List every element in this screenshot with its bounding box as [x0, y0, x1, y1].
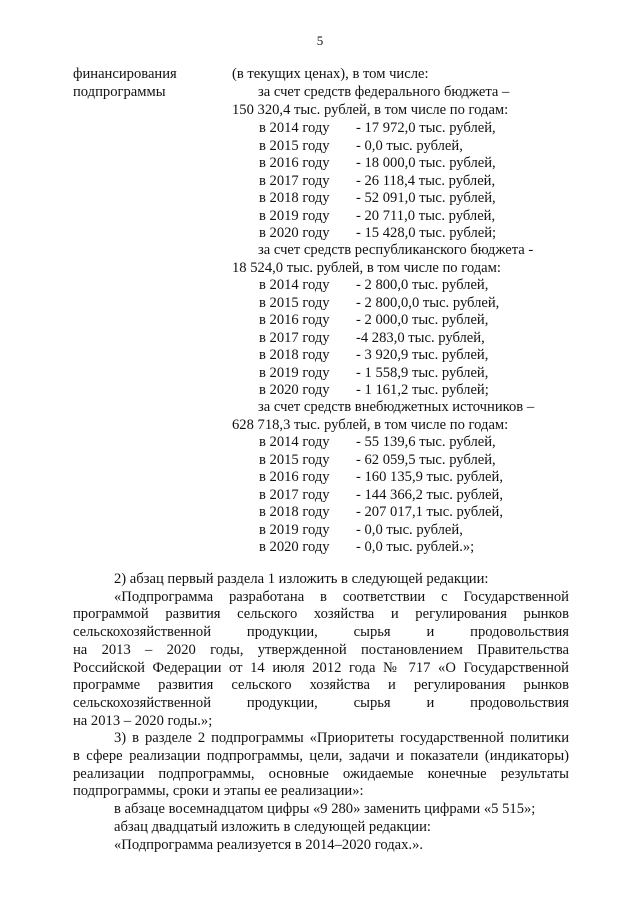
republic-total: 18 524,0 тыс. рублей, в том числе по годам:: [232, 260, 501, 276]
p3-line: в сфере реализации подпрограммы, цели, задачи и показатели (индикаторы): [73, 748, 569, 765]
row-label: [73, 66, 177, 101]
quote-line: на 2013 – 2020 годы.»;: [73, 712, 213, 729]
body-text: [73, 571, 569, 854]
quote-line: программой развития сельского хозяйства и регулирования рынков: [73, 606, 569, 623]
extra-total: 628 718,3 тыс. рублей, в том числе по годам:: [232, 417, 509, 433]
paragraph-5: абзац двадцатый изложить в следующей редакции:: [114, 818, 431, 835]
page-number: 5: [316, 33, 324, 48]
federal-head: за счет средств федерального бюджета –: [258, 84, 510, 100]
p3-line: реализации подпрограммы, основные ожидаемые конечные результаты: [73, 765, 569, 782]
quote-line: сельскохозяйственной продукции, сырья и продовольствия: [73, 624, 569, 641]
quote-line: сельскохозяйственной продукции, сырья и продовольствия: [73, 694, 569, 711]
republic-head: за счет средств республиканского бюджета -: [258, 242, 534, 258]
funding-intro: (в текущих ценах), в том числе:: [232, 66, 429, 82]
paragraph-6: «Подпрограмма реализуется в 2014–2020 годах.».: [114, 836, 424, 853]
label-line: финансирования: [73, 66, 177, 82]
paragraph-2: 2) абзац первый раздела 1 изложить в следующей редакции:: [114, 571, 489, 587]
extra-head: за счет средств внебюджетных источников –: [258, 399, 535, 415]
quote-line: на 2013 – 2020 годы, утвержденной постановлением Правительства: [73, 641, 569, 658]
quote-line: программе развития сельского хозяйства и регулирования рынков: [73, 677, 569, 694]
quote-line: «Подпрограмма разработана в соответствии с Государственной: [114, 588, 569, 605]
p3-line: 3) в разделе 2 подпрограммы «Приоритеты государственной политики: [114, 730, 569, 747]
label-line: подпрограммы: [73, 83, 166, 100]
p3-line: подпрограммы, сроки и этапы ее реализации»:: [73, 783, 364, 800]
quote-line: Российской Федерации от 14 июля 2012 года № 717 «О Государственной: [73, 659, 569, 676]
federal-total: 150 320,4 тыс. рублей, в том числе по годам:: [232, 102, 509, 118]
paragraph-4: в абзаце восемнадцатом цифры «9 280» заменить цифрами «5 515»;: [114, 801, 536, 818]
